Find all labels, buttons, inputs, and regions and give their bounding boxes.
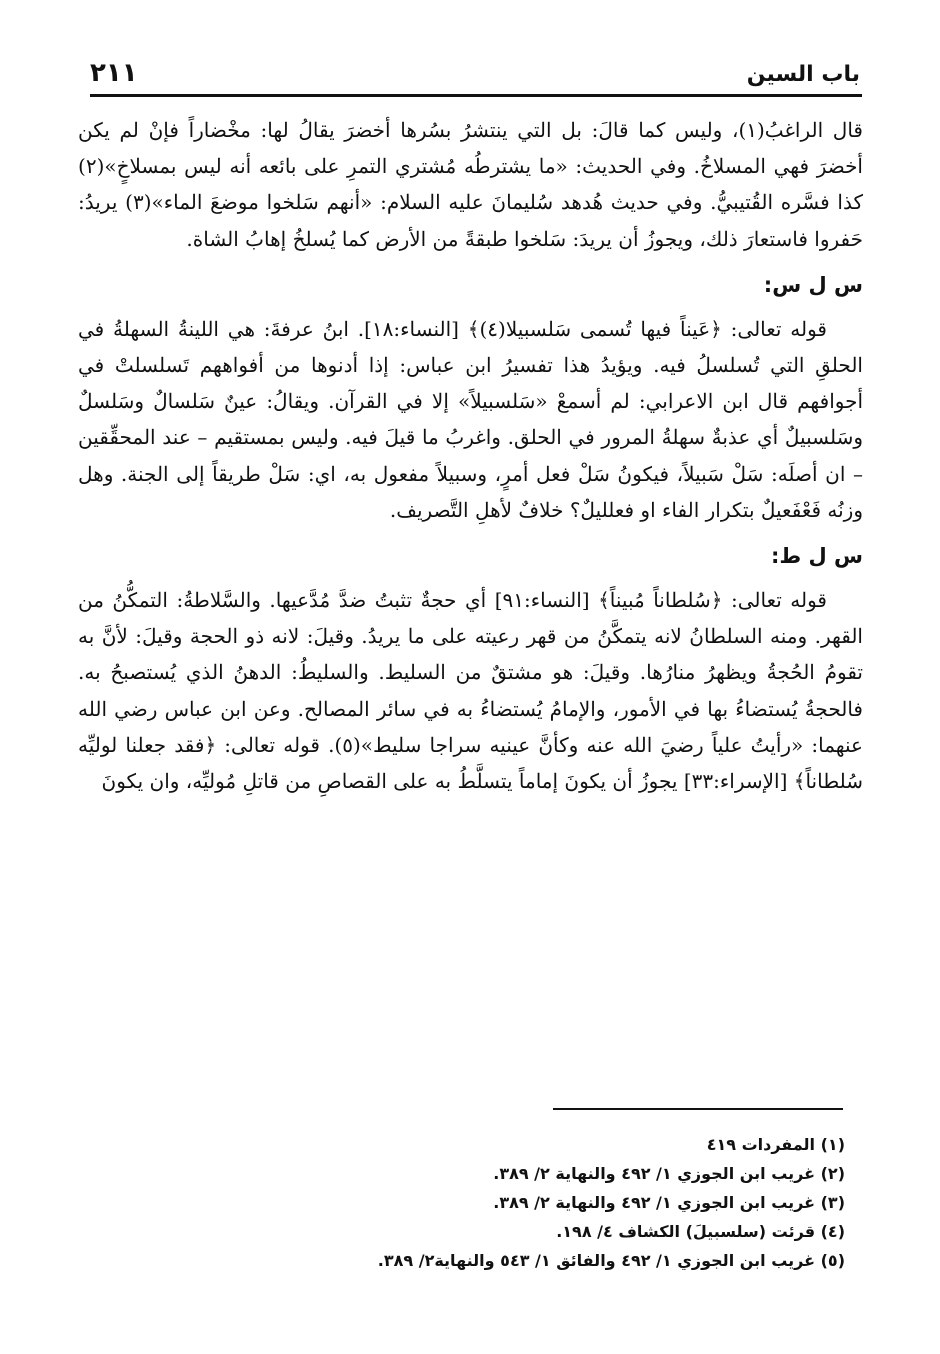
footnote-3: (٣) غريب ابن الجوزي ١/ ٤٩٢ والنهاية ٢/ ٣٨٩. (493, 1193, 845, 1212)
entry-heading-slt: س ل ط: (770, 544, 863, 569)
footnote-1: (١) المفردات ٤١٩ (706, 1135, 845, 1154)
header-rule (90, 94, 862, 97)
footnote-rule (553, 1108, 843, 1110)
entry-paragraph-sls: قوله تعالى: ﴿عَيناً فيها تُسمى سَلسبيلا(٤)﴾ [النساء:١٨]. ابنُ عرفةَ: هي اللينةُ السهلةُ في الحلقِ التي تُسلسلُ فيه. ويؤيدُ هذا تفسيرُ ابن عباس: إذا أدنوها من أفواههم تَسلسلتْ في أجوافهم قال ابن الاعرابي: لم أسمعْ «سَلسبيلاً» إلا في القرآن. ويقالُ: عينٌ سَلسالٌ وسَلسلٌ وسَلسبيلٌ أي عذبةٌ سهلةُ المرور في الحلق. واغربُ ما قيلَ فيه. وليس بمستقيم – عند المحقِّقين – ان أصلَه: سَلْ سَبيلاً، فيكونُ سَلْ فعل أمرٍ، وسبيلاً مفعول به، اي: سَلْ طريقاً إلى الجنة. وهل وزنُه فَعْفَعيلٌ بتكرار الفاء او فعلليلٌ؟ خلافٌ لأهلِ التَّصريف. (78, 316, 864, 522)
entry-heading-sls: س ل س: (763, 272, 863, 297)
intro-paragraph: قال الراغبُ(١)، وليس كما قالَ: بل التي ينتشرُ بسُرها أخضرَ يقالُ لها: مخْضاراً فإنْ لم يكن أخضرَ فهي المسلاخُ. وفي الحديث: «ما يشترطُه مُشتري التمرِ على بائعه أنه ليس بمسلاخٍ»(٢) كذا فسَّره القُتيبيُّ. وفي حديث هُدهد سُليمانَ عليه السلام: «أنهم سَلخوا موضعَ الماء»(٣) يريدُ: حَفروا فاستعارَ ذلك، ويجوزُ أن يريدَ: سَلخوا طبقةً من الأرض كما يُسلخُ إهابُ الشاة. (78, 118, 863, 251)
running-title: باب السين (746, 62, 860, 87)
entry-paragraph-slt: قوله تعالى: ﴿سُلطاناً مُبيناً﴾ [النساء:٩١] أي حجةٌ تثبتُ ضدَّ مُدَّعيها. والسَّلاطةُ: التمكُّنُ من القهر. ومنه السلطانُ لانه يتمكَّنُ من قهر رعيته على ما يريدُ. وقيلَ: لانه ذو الحجة وقيلَ: لأنَّ به تقومُ الحُجةُ ويظهرُ منارُها. وقيلَ: هو مشتقٌ من السليط. والسليطُ: الدهنُ الذي يُستصبحُ به. فالحجةُ يُستضاءُ بها في الأمور، والإمامُ يُستضاءُ به في سائر المصالح. وعن ابن عباس رضي الله عنهما: «رأيتُ علياً رضيَ الله عنه وكأنَّ عينيه سراجا سليط»(٥). قوله تعالى: ﴿فقد جعلنا لوليِّه سُلطاناً﴾ [الإسراء:٣٣] يجوزُ أن يكونَ إماماً يتسلَّطُ به على القصاصِ من قاتلِ مُوليِّه، وان يكونَ (78, 588, 863, 794)
main-text (78, 112, 863, 799)
footnote-4: (٤) قرئت (سلسبيلَ) الكشاف ٤/ ١٩٨. (556, 1222, 845, 1241)
page-number: ٢١١ (90, 58, 138, 88)
page-header (90, 50, 860, 92)
footnote-2: (٢) غريب ابن الجوزي ١/ ٤٩٢ والنهاية ٢/ ٣٨٩. (493, 1164, 845, 1183)
footnotes (300, 1130, 845, 1275)
footnote-5: (٥) غريب ابن الجوزي ١/ ٤٩٢ والفائق ١/ ٥٤٣ والنهاية٢/ ٣٨٩. (377, 1251, 845, 1270)
